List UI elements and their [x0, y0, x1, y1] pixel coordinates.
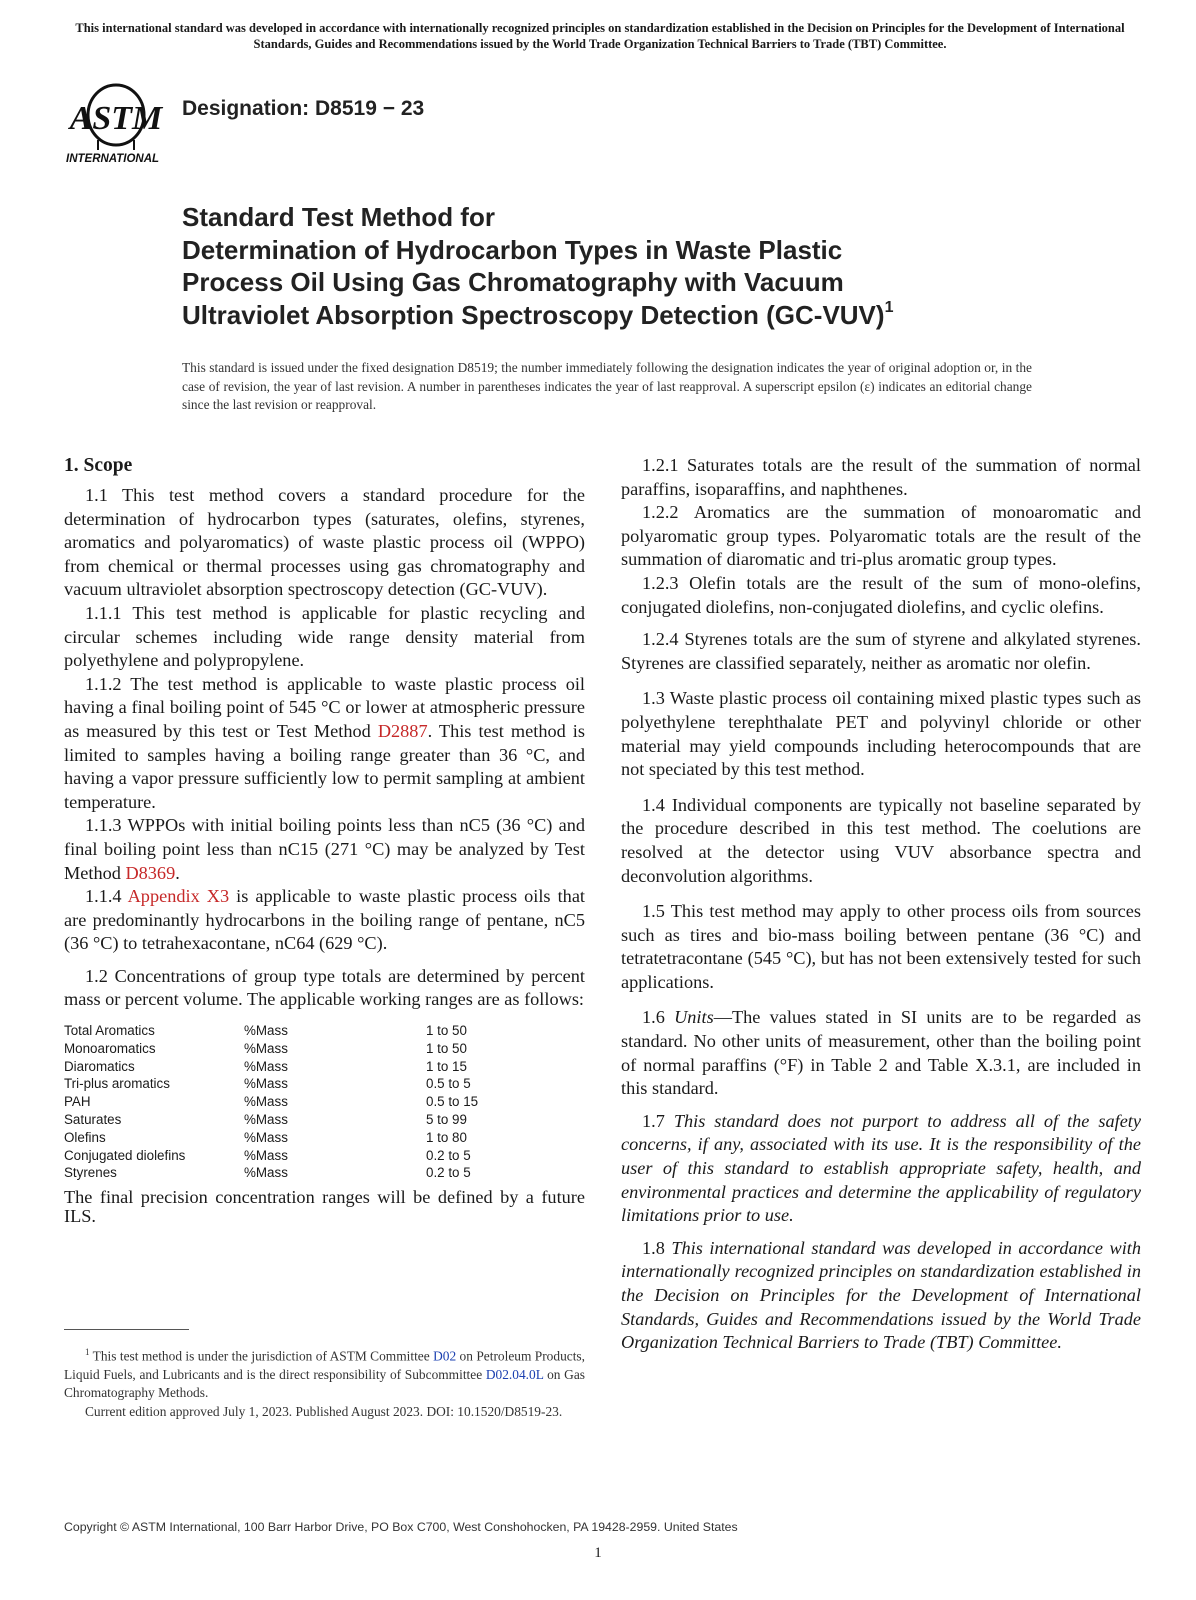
para-1-1: 1.1 This test method covers a standard procedure for the determination of hydrocarbon types (saturates, olefins, styrenes, aromatics and polyaromatics) of waste plastic process oil (WPPO) from chemical or thermal processes using gas chromatography and vacuum ultraviolet absorption spectroscopy detection (GC-VUV). [64, 485, 585, 600]
range-group-type: Tri-plus aromatics [64, 1076, 170, 1092]
link-d8369[interactable]: D8369 [125, 862, 176, 883]
para-1-8: 1.8 This international standard was developed in accordance with internationally recognized principles on standardization established in the Decision on Principles for the Development of International Standards, Guides and Recommendations issued by the World Trade Organization Technical Barriers to Trade (TBT) Committee. [621, 1237, 1142, 1353]
range-group-type: Styrenes [64, 1165, 117, 1181]
range-row [64, 1040, 576, 1058]
range-group-type: Saturates [64, 1112, 122, 1128]
section-heading-scope: 1. Scope [64, 455, 133, 476]
para-1-6: 1.6 Units—The values stated in SI units are to be regarded as standard. No other units of measurement, other than the boiling point of normal paraffins (°F) in Table 2 and Table X.3.1, are included in this standard. [621, 1007, 1141, 1099]
units-label: Units [674, 1007, 714, 1028]
para-1-1-3: 1.1.3 WPPOs with initial boiling points less than nC5 (36 °C) and final boiling point less than nC15 (271 °C) may be analyzed by Test Method D8369. [64, 815, 585, 883]
astm-logo [64, 82, 168, 164]
issuance-statement: This standard is issued under the fixed designation D8519; the number immediately following the designation indicates the year of original adoption or, in the case of revision, the year of last revision. A number in parentheses indicates the year of last reapproval. A superscript epsilon (ε) indicates an editorial change since the last revision or reapproval. [182, 360, 1032, 412]
para-1-5: 1.5 This test method may apply to other process oils from sources such as tires and bio-mass boiling between pentane (36 °C) and tetratetracontane (545 °C), but has not been extensively tested for such applications. [621, 901, 1141, 992]
para-1-2-4: 1.2.4 Styrenes totals are the sum of styrene and alkylated styrenes. Styrenes are classified separately, neither as aromatic nor olefin. [621, 629, 1141, 673]
link-appendix-x3[interactable]: Appendix X3 [127, 886, 230, 907]
range-value: 1 to 15 [426, 1058, 467, 1074]
title-line-4: Ultraviolet Absorption Spectroscopy Detection (GC-VUV) [182, 299, 885, 330]
range-unit: %Mass [244, 1147, 288, 1163]
left-column [64, 454, 585, 1226]
range-unit: %Mass [244, 1094, 288, 1110]
range-value: 0.2 to 5 [426, 1165, 471, 1181]
range-value: 0.2 to 5 [426, 1147, 471, 1163]
para-1-2-3: 1.2.3 Olefin totals are the result of the sum of mono-olefins, conjugated diolefins, non-conjugated diolefins, and cyclic olefins. [621, 572, 1141, 617]
range-value: 1 to 50 [426, 1040, 467, 1056]
range-value: 5 to 99 [426, 1112, 467, 1128]
range-group-type: Monoaromatics [64, 1040, 156, 1056]
para-1-2-2: 1.2.2 Aromatics are the summation of monoaromatic and polyaromatic group types. Polyaromatic totals are the result of the summation of diaromatic and tri-plus aromatic group types. [621, 502, 1141, 570]
designation: Designation: D8519 − 23 [182, 97, 425, 120]
link-d2887[interactable]: D2887 [377, 720, 428, 741]
range-unit: %Mass [244, 1023, 288, 1039]
range-group-type: Olefins [64, 1129, 106, 1145]
para-1-1-1: 1.1.1 This test method is applicable for plastic recycling and circular schemes including wide range density material from polyethylene and polypropylene. [64, 602, 585, 671]
edition-note: Current edition approved July 1, 2023. Published August 2023. DOI: 10.1520/D8519-23. [85, 1403, 563, 1419]
range-unit: %Mass [244, 1129, 288, 1145]
range-value: 1 to 80 [426, 1129, 467, 1145]
range-unit: %Mass [244, 1165, 288, 1181]
para-1-1-2: 1.1.2 The test method is applicable to waste plastic process oil having a final boiling point of 545 °C or lower at atmospheric pressure as measured by this test or Test Method D2887. This test method is limited to samples having a boiling range greater than 36 °C, and having a vapor pressure sufficiently low to permit sampling at ambient temperature. [64, 673, 585, 812]
range-group-type: Conjugated diolefins [64, 1147, 186, 1163]
range-row [64, 1058, 576, 1076]
wto-notice: This international standard was developed in accordance with internationally recognized principles on standardization established in the Decision on Principles for the Development of International Standards, Guides and Recommendations issued by the World Trade Organization Technical Barriers to Trade (TBT) Committee. [75, 21, 1125, 51]
title-line-2: Determination of Hydrocarbon Types in Waste Plastic [182, 234, 843, 265]
range-unit: %Mass [244, 1112, 288, 1128]
working-ranges-table [64, 1022, 576, 1182]
range-row [64, 1075, 576, 1093]
range-group-type: PAH [64, 1094, 91, 1110]
title-line-1: Standard Test Method for [182, 202, 495, 232]
range-group-type: Total Aromatics [64, 1023, 155, 1039]
footnote: $^1$ This test method is under the jurisdiction of ASTM Committee D02 on Petroleum Products, Liquid Fuels, and Lubricants and is the direct responsibility of Subcommittee D02.04.0L on Gas Chromatography Methods. Current edition approved July 1, 2023. Published August 2023. DOI: 10.1520/D8519-23. [64, 1343, 585, 1421]
para-1-4: 1.4 Individual components are typically not baseline separated by the procedure described in this test method. The coelutions are resolved at the detector using VUV absorbance spectra and deconvolution algorithms. [621, 794, 1141, 886]
final-precision-note: The final precision concentration ranges will be defined by a future ILS. [64, 1187, 585, 1227]
link-subcommittee[interactable]: D02.04.0L [485, 1366, 544, 1382]
range-row [64, 1022, 576, 1040]
footnote-mark: 1 [85, 1347, 90, 1357]
range-row [64, 1164, 576, 1182]
range-row [64, 1129, 576, 1147]
range-value: 1 to 50 [426, 1023, 467, 1039]
footnote-divider [64, 1329, 189, 1330]
copyright-notice: Copyright © ASTM International, 100 Barr Harbor Drive, PO Box C700, West Conshohocken, PA 19428-2959. United States [64, 1520, 738, 1534]
range-value: 0.5 to 5 [426, 1076, 471, 1092]
para-1-7: 1.7 This standard does not purport to address all of the safety concerns, if any, associated with its use. It is the responsibility of the user of this standard to establish appropriate safety, health, and environmental practices and determine the applicability of regulatory limitations prior to use. [621, 1110, 1141, 1226]
para-1-2: 1.2 Concentrations of group type totals are determined by percent mass or percent volume. The applicable working ranges are as follows: [64, 965, 585, 1010]
svg-text:INTERNATIONAL: INTERNATIONAL [66, 153, 160, 164]
para-1-2-1: 1.2.1 Saturates totals are the result of the summation of normal paraffins, isoparaffins, and naphthenes. [621, 455, 1141, 499]
document-title [182, 201, 1002, 331]
link-committee-d02[interactable]: D02 [433, 1348, 457, 1364]
page-number: 1 [594, 1545, 602, 1561]
para-1-3: 1.3 Waste plastic process oil containing mixed plastic types such as polyethylene terephthalate PET and polyvinyl chloride or other material may yield compounds including heterocompounds that are not speciated by this test method. [621, 688, 1141, 780]
svg-text:ASTM: ASTM [69, 100, 163, 137]
range-unit: %Mass [244, 1076, 288, 1092]
title-footnote-mark: 1 [884, 298, 894, 316]
right-column [621, 454, 1141, 1355]
range-unit: %Mass [244, 1040, 288, 1056]
title-line-3: Process Oil Using Gas Chromatography with Vacuum [182, 267, 844, 297]
range-row [64, 1093, 576, 1111]
range-row [64, 1111, 576, 1129]
para-1-1-4: 1.1.4 Appendix X3 is applicable to waste plastic process oils that are predominantly hydrocarbons in the boiling range of pentane, nC5 (36 °C) to tetrahexacontane, nC64 (629 °C). [64, 886, 586, 954]
range-value: 0.5 to 15 [426, 1094, 479, 1110]
range-group-type: Diaromatics [64, 1058, 135, 1074]
range-unit: %Mass [244, 1058, 288, 1074]
range-row [64, 1147, 576, 1165]
